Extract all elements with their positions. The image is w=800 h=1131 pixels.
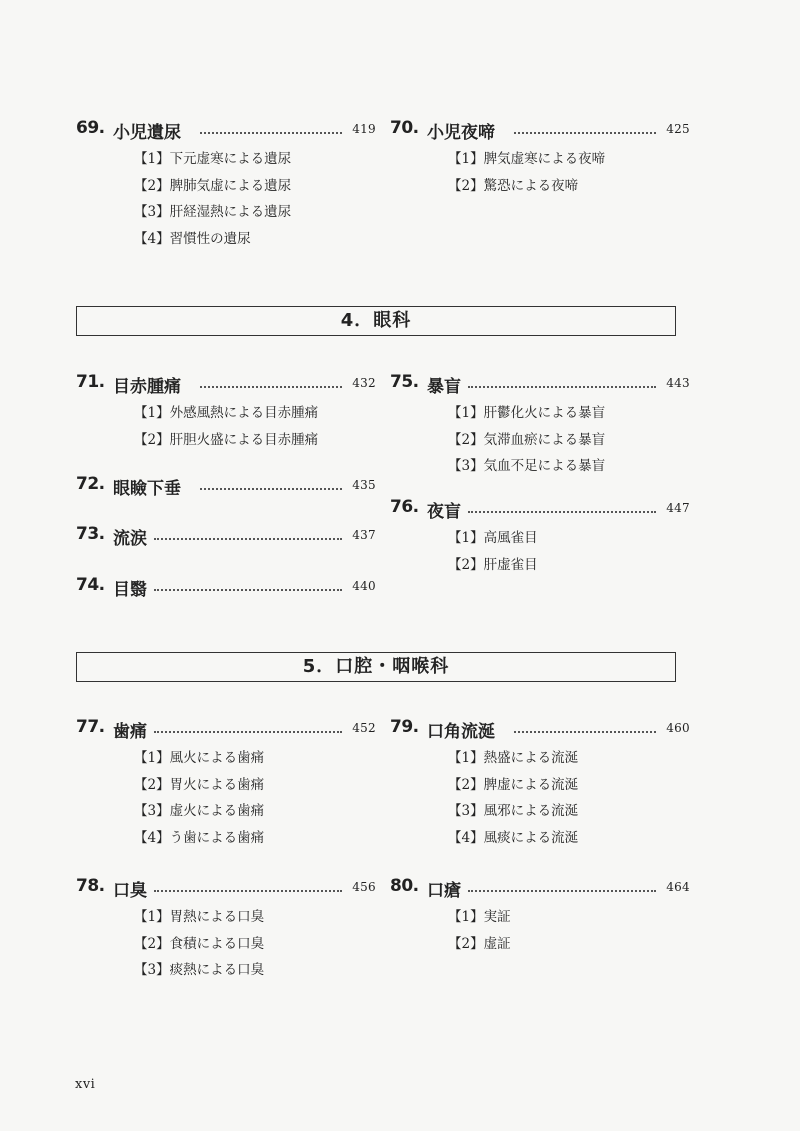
entry-page-number: 437 [352, 528, 376, 542]
toc-entry-heading[interactable] [390, 497, 690, 521]
entry-page-number: 447 [666, 501, 690, 515]
toc-subentry[interactable]: 【2】脾肺気虚による遺尿 [134, 177, 292, 194]
entry-title: 小児遺尿 [113, 123, 181, 143]
toc-entry[interactable] [76, 717, 376, 846]
toc-entry[interactable] [76, 474, 376, 498]
toc-entry-heading[interactable] [76, 524, 376, 548]
toc-subentry[interactable]: 【2】肝胆火盛による目赤腫痛 [134, 431, 319, 448]
dot-leader [468, 890, 656, 892]
toc-subentry[interactable]: 【1】熱盛による流涎 [448, 750, 579, 766]
entry-number: 75. [390, 372, 419, 392]
dot-leader [200, 132, 342, 134]
toc-subentry[interactable]: 【3】痰熱による口臭 [134, 962, 265, 978]
toc-entry[interactable] [76, 575, 376, 599]
toc-subentry[interactable]: 【3】風邪による流涎 [448, 803, 579, 819]
page-folio: xvi [75, 1077, 96, 1092]
entry-number: 69. [76, 118, 105, 138]
toc-subentry[interactable]: 【2】胃火による歯痛 [134, 776, 265, 793]
entry-title: 口角流涎 [427, 722, 495, 742]
toc-subentry[interactable]: 【2】驚恐による夜啼 [448, 177, 579, 194]
toc-subentry[interactable]: 【2】気滞血瘀による暴盲 [448, 431, 606, 448]
toc-entry-heading[interactable] [76, 876, 376, 900]
toc-entry-heading[interactable] [76, 372, 376, 396]
entry-page-number: 419 [352, 122, 376, 136]
entry-title: 口臭 [113, 881, 147, 901]
dot-leader [200, 386, 342, 388]
toc-entry[interactable] [390, 497, 690, 573]
toc-subentry[interactable]: 【1】肝鬱化火による暴盲 [448, 405, 606, 421]
toc-entry[interactable] [76, 524, 376, 548]
dot-leader [154, 589, 342, 591]
entry-title: 目赤腫痛 [113, 377, 181, 397]
toc-subentry[interactable]: 【2】虚証 [448, 935, 511, 952]
toc-subentry[interactable]: 【4】習慣性の遺尿 [134, 230, 251, 247]
toc-entry-heading[interactable] [390, 372, 690, 396]
toc-entry[interactable] [390, 876, 690, 952]
dot-leader [514, 132, 656, 134]
entry-title: 流涙 [113, 529, 147, 549]
entry-number: 78. [76, 876, 105, 896]
toc-subentry[interactable]: 【1】脾気虚寒による夜啼 [448, 151, 606, 167]
entry-title: 小児夜啼 [427, 123, 495, 143]
toc-subentry[interactable]: 【2】食積による口臭 [134, 935, 265, 952]
entry-number: 77. [76, 717, 105, 737]
toc-entry[interactable] [390, 372, 690, 474]
entry-number: 80. [390, 876, 419, 896]
entry-page-number: 452 [352, 721, 376, 735]
toc-entry-heading[interactable] [76, 118, 376, 142]
entry-title: 夜盲 [427, 502, 461, 522]
toc-subentry[interactable]: 【3】虚火による歯痛 [134, 803, 265, 819]
dot-leader [468, 511, 656, 513]
toc-subentry[interactable]: 【1】胃熱による口臭 [134, 909, 265, 925]
dot-leader [154, 538, 342, 540]
dot-leader [514, 731, 656, 733]
entry-number: 72. [76, 474, 105, 494]
entry-title: 目翳 [113, 580, 147, 600]
dot-leader [468, 386, 656, 388]
entry-title: 暴盲 [427, 377, 461, 397]
chapter-heading-text: 4．眼科 [340, 310, 412, 331]
entry-page-number: 460 [666, 721, 690, 735]
entry-number: 74. [76, 575, 105, 595]
dot-leader [154, 731, 342, 733]
entry-page-number: 464 [666, 880, 690, 894]
toc-entry[interactable] [76, 118, 376, 247]
entry-number: 73. [76, 524, 105, 544]
toc-subentry[interactable]: 【1】下元虚寒による遺尿 [134, 151, 292, 167]
toc-entry-heading[interactable] [390, 118, 690, 142]
toc-subentry[interactable]: 【1】高風雀目 [448, 530, 538, 546]
dot-leader [154, 890, 342, 892]
toc-entry[interactable] [390, 118, 690, 194]
toc-entry[interactable] [76, 372, 376, 448]
entry-page-number: 425 [666, 122, 690, 136]
entry-page-number: 440 [352, 579, 376, 593]
chapter-heading-text: 5．口腔・咽喉科 [302, 656, 450, 677]
toc-entry[interactable] [76, 876, 376, 978]
entry-title: 歯痛 [113, 722, 147, 742]
entry-title: 眼瞼下垂 [113, 479, 181, 499]
entry-number: 70. [390, 118, 419, 138]
toc-subentry[interactable]: 【3】気血不足による暴盲 [448, 458, 606, 474]
toc-subentry[interactable]: 【1】外感風熱による目赤腫痛 [134, 405, 319, 421]
chapter-heading-oral-throat [76, 652, 676, 682]
toc-subentry[interactable]: 【1】実証 [448, 909, 511, 925]
toc-entry-heading[interactable] [76, 474, 376, 498]
entry-number: 71. [76, 372, 105, 392]
toc-subentry[interactable]: 【4】う歯による歯痛 [134, 829, 265, 846]
toc-subentry[interactable]: 【2】脾虚による流涎 [448, 776, 579, 793]
entry-title: 口瘡 [427, 881, 461, 901]
entry-page-number: 443 [666, 376, 690, 390]
entry-page-number: 456 [352, 880, 376, 894]
dot-leader [200, 488, 342, 490]
toc-entry-heading[interactable] [76, 717, 376, 741]
entry-number: 76. [390, 497, 419, 517]
toc-subentry[interactable]: 【3】肝経湿熱による遺尿 [134, 204, 292, 220]
entry-number: 79. [390, 717, 419, 737]
chapter-heading-eyes [76, 306, 676, 336]
toc-subentry[interactable]: 【2】肝虚雀目 [448, 556, 538, 573]
entry-page-number: 432 [352, 376, 376, 390]
toc-entry[interactable] [390, 717, 690, 846]
entry-page-number: 435 [352, 478, 376, 492]
toc-subentry[interactable]: 【4】風痰による流涎 [448, 829, 579, 846]
toc-entry-heading[interactable] [390, 876, 690, 900]
toc-entry-heading[interactable] [76, 575, 376, 599]
toc-subentry[interactable]: 【1】風火による歯痛 [134, 750, 265, 766]
toc-entry-heading[interactable] [390, 717, 690, 741]
